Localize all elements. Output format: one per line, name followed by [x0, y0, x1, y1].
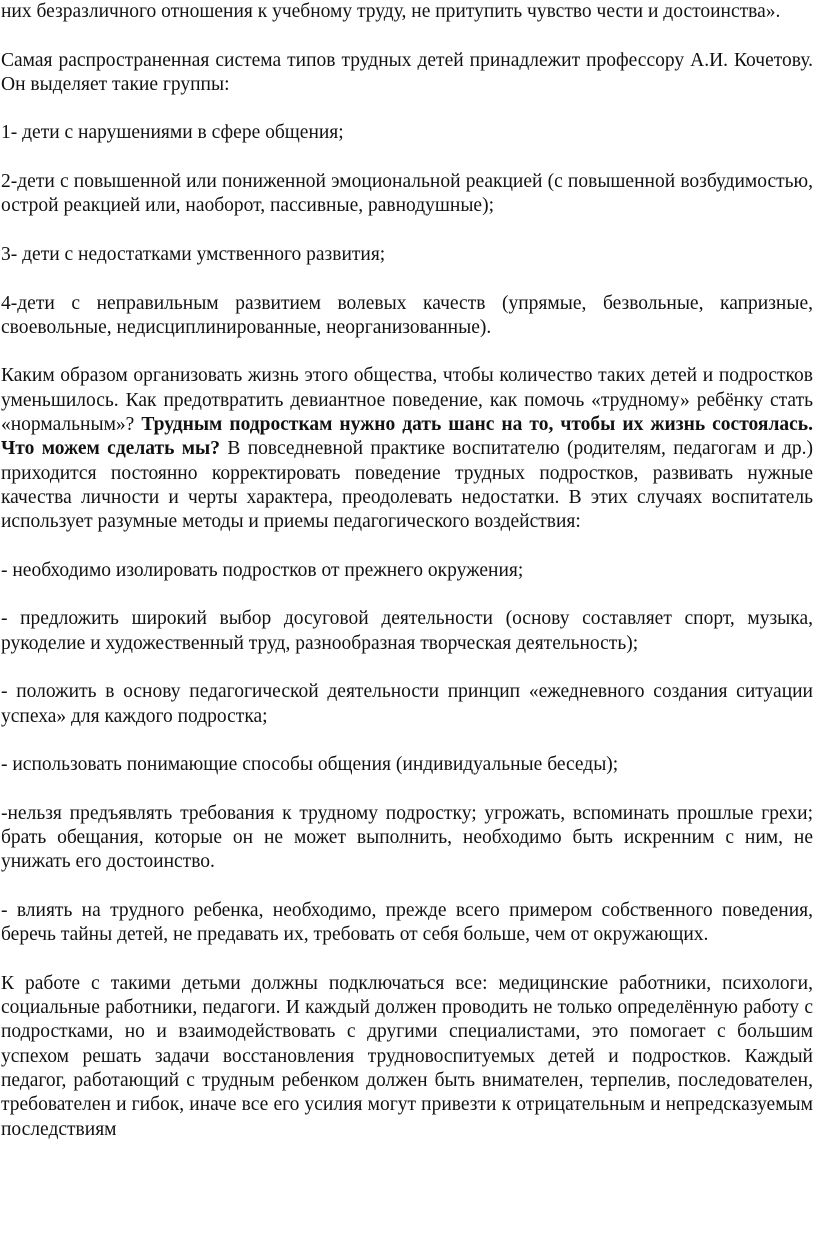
- question-paragraph-start: Каким образом организовать жизнь этого общества, чтобы количество таких детей и подростков уменьшилось. Как предотвратить девиантное поведение, как помочь «трудному» ребёнку стать «нормальным»?: [1, 365, 813, 436]
- question-paragraph: [1, 364, 813, 534]
- conclusion-paragraph: К работе с такими детьми должны подключаться все: медицинские работники, психологи, социальные работники, педагоги. И каждый должен проводить не только определённую работу с подростками, но и взаимодействовать с другими специалистами, это помогает с большим успехом решать задачи восстановления трудновоспитуемых детей и подростков. Каждый педагог, работающий с трудным ребенком должен быть внимателен, терпелив, последователен, требователен и гибок, иначе все его усилия могут привезти к отрицательным и непредсказуемым последствиям: [1, 972, 813, 1140]
- group-item-3: 3- дети с недостатками умственного развития;: [1, 243, 386, 265]
- method-item-4: - использовать понимающие способы общения (индивидуальные беседы);: [1, 754, 619, 776]
- method-item-2: - предложить широкий выбор досуговой деятельности (основу составляет спорт, музыка, рукоделие и художественный труд, разнообразная творческая деятельность);: [1, 608, 813, 654]
- method-item-5: -нельзя предъявлять требования к трудному подростку; угрожать, вспоминать прошлые грехи; брать обещания, которые он не может выполнить, необходимо быть искренним с ним, не унижать его достоинство.: [1, 802, 813, 873]
- method-item-1: - необходимо изолировать подростков от прежнего окружения;: [1, 559, 524, 581]
- question-paragraph-end: В повседневной практике воспитателю (родителям, педагогам и др.) приходится постоянно корректировать поведение трудных подростков, развивать нужные качества личности и черты характера, преодолевать недостатки. В этих случаях воспитатель использует разумные методы и приемы педагогического воздействия:: [1, 438, 814, 533]
- group-item-1: 1- дети с нарушениями в сфере общения;: [1, 122, 344, 144]
- classification-paragraph: Самая распространенная система типов трудных детей принадлежит профессору А.И. Кочетову. Он выделяет такие группы:: [1, 49, 813, 95]
- document-page: [1, 0, 813, 1166]
- method-item-6: - влиять на трудного ребенка, необходимо, прежде всего примером собственного поведения, беречь тайны детей, не предавать их, требовать от себя больше, чем от окружающих.: [1, 899, 813, 946]
- group-item-2: 2-дети с повышенной или пониженной эмоциональной реакцией (с повышенной возбудимостью, острой реакцией или, наоборот, пассивные, равнодушные);: [1, 171, 813, 217]
- method-item-3: - положить в основу педагогической деятельности принцип «ежедневного создания ситуации успеха» для каждого подростка;: [1, 681, 813, 727]
- group-item-4: 4-дети с неправильным развитием волевых качеств (упрямые, безвольные, капризные, своевольные, недисциплинированные, неорганизованные).: [1, 292, 813, 338]
- intro-tail-paragraph: них безразличного отношения к учебному труду, не притупить чувство чести и достоинства».: [1, 1, 781, 22]
- question-paragraph-bold: Трудным подросткам нужно дать шанс на то, чтобы их жизнь состоялась. Что можем сделать мы?: [1, 414, 813, 460]
